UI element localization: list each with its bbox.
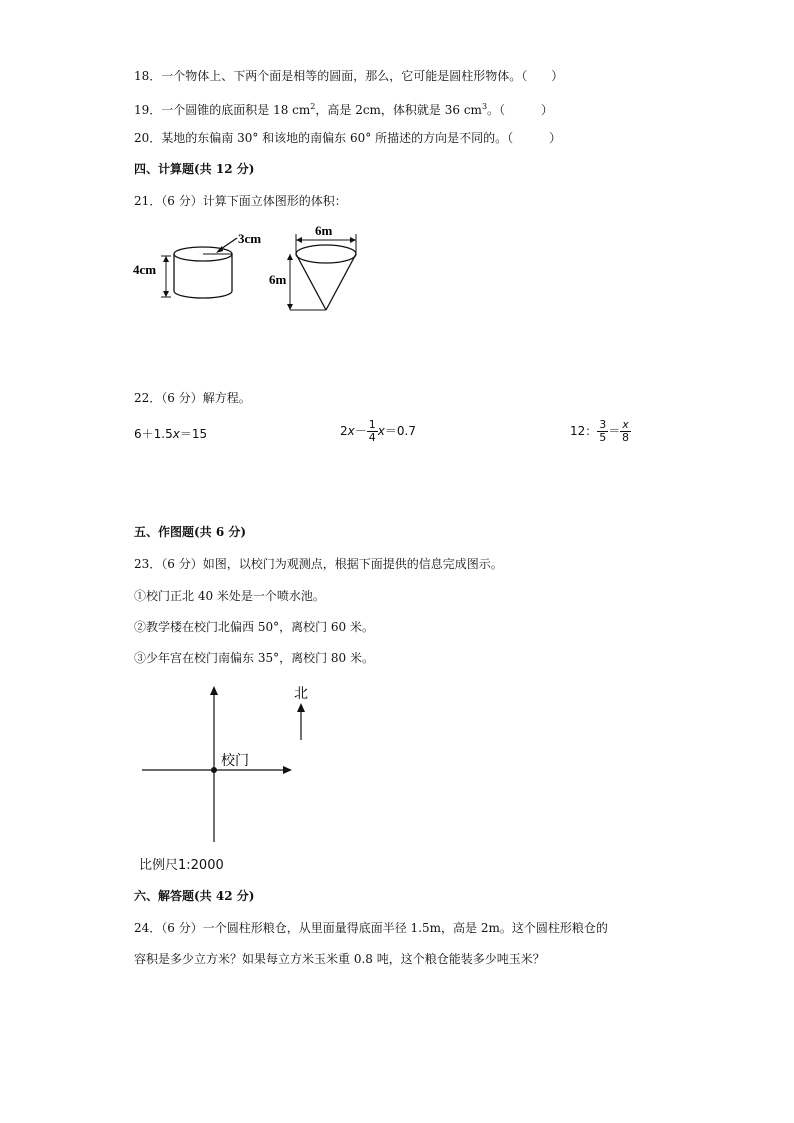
fraction: $\frac{x}{8}$ xyxy=(622,418,630,444)
question-text-b: ，高是 2cm，体积就是 36 cm xyxy=(315,103,482,117)
question-text: 某地的东偏南 30° 和该地的南偏东 60° 所描述的方向是不同的。（ ） xyxy=(161,131,562,145)
superscript: 3 xyxy=(481,102,488,111)
cone-height-label: 6m xyxy=(269,272,287,287)
question-19 xyxy=(134,99,553,118)
equation-2: 2x－ $\frac{1}{4}$ x＝0.7 xyxy=(340,418,416,444)
section-heading: 五、作图题(共 6 分) xyxy=(134,525,247,539)
height-label: 4cm xyxy=(133,262,157,277)
list-item: ③少年宫在校门南偏东 35°，离校门 80 米。 xyxy=(134,651,374,665)
superscript: 2 xyxy=(310,102,316,111)
question-number: 18． xyxy=(134,69,162,83)
fraction: $\frac{3}{5}$ xyxy=(599,418,607,444)
variable-x: x xyxy=(172,427,180,441)
question-22: 22．（6 分）解方程。 xyxy=(134,391,251,405)
diameter-label: 6m xyxy=(315,223,333,238)
cone-figure xyxy=(266,220,366,316)
section-heading: 四、计算题(共 12 分) xyxy=(134,162,255,176)
origin-label: 校门 xyxy=(221,754,249,769)
question-number: 19． xyxy=(134,103,162,117)
fraction: $\frac{1}{4}$ xyxy=(368,418,376,444)
question-21: 21．（6 分）计算下面立体图形的体积： xyxy=(134,194,347,208)
north-label: 北 xyxy=(294,687,308,702)
question-18 xyxy=(134,68,563,84)
variable-x: x xyxy=(377,424,385,438)
question-24-line-1: 24．（6 分）一个圆柱形粮仓，从里面量得底面半径 1.5m，高是 2m。这个圆柱形粮仓的 xyxy=(134,921,608,935)
radius-label: 3cm xyxy=(238,231,262,246)
cylinder-figure xyxy=(130,226,280,316)
question-text: 一个物体上、下两个面是相等的圆面，那么，它可能是圆柱形物体。（ ） xyxy=(161,69,564,83)
list-item: ②教学楼在校门北偏西 50°，离校门 60 米。 xyxy=(134,620,374,634)
section-heading: 六、解答题(共 42 分) xyxy=(134,889,255,903)
question-24-line-2: 容积是多少立方米？如果每立方米玉米重 0.8 吨，这个粮仓能装多少吨玉米？ xyxy=(134,952,545,966)
equation-1: 6＋1.5x＝15 xyxy=(134,427,208,441)
scale-label: 比例尺1:2000 xyxy=(139,858,224,873)
question-text-a: 一个圆锥的底面积是 18 cm xyxy=(161,103,311,117)
direction-diagram xyxy=(130,682,330,847)
question-number: 20． xyxy=(134,131,162,145)
question-text-c: 。（ ） xyxy=(487,103,554,117)
list-item: ①校门正北 40 米处是一个喷水池。 xyxy=(134,589,325,603)
question-23: 23．（6 分）如图，以校门为观测点，根据下面提供的信息完成图示。 xyxy=(134,557,503,571)
equation-3: 12： $\frac{3}{5}$ ＝ $\frac{x}{8}$ xyxy=(570,418,630,444)
question-20 xyxy=(134,130,561,146)
variable-x: x xyxy=(347,424,355,438)
